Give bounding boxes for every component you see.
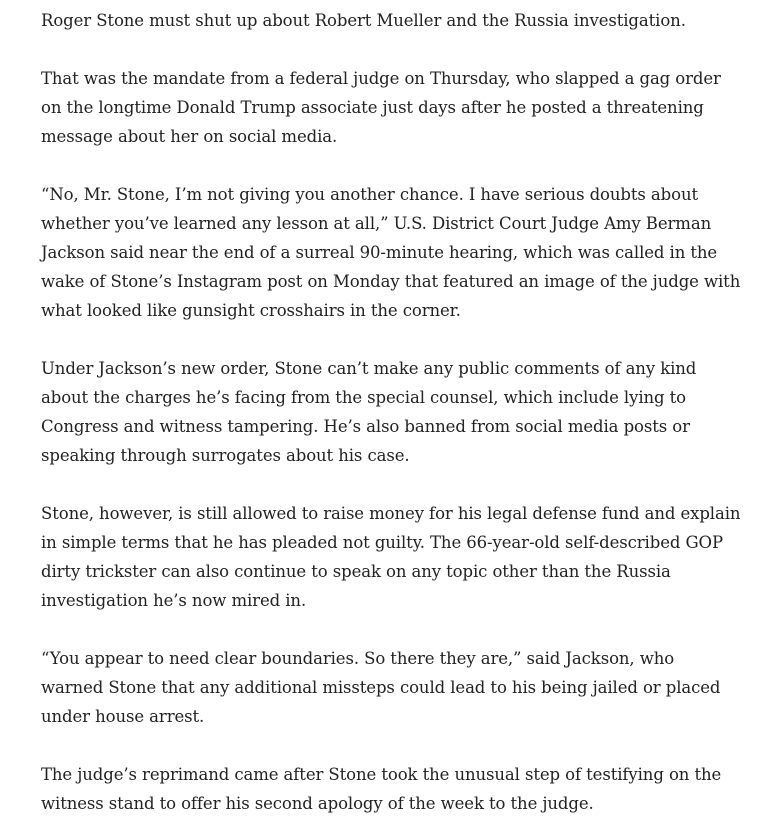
- article-paragraph: The judge’s reprimand came after Stone took the unusual step of testifying on the witness stand to offer his second apology of the week to the judge.: [41, 765, 722, 813]
- article-body: [41, 6, 741, 818]
- article-paragraph: Under Jackson’s new order, Stone can’t make any public comments of any kind about the charges he’s facing from the special counsel, which include lying to Congress and witness tampering. He’s also banned from social media posts or speaking through surrogates about his case.: [41, 359, 697, 465]
- article-paragraph: “You appear to need clear boundaries. So there they are,” said Jackson, who warned Stone that any additional missteps could lead to his being jailed or placed under house arrest.: [41, 649, 721, 726]
- article-paragraph: Stone, however, is still allowed to raise money for his legal defense fund and explain in simple terms that he has pleaded not guilty. The 66-year-old self-described GOP dirty trickster can also continue to speak on any topic other than the Russia investigation he’s now mired in.: [41, 504, 741, 610]
- article-paragraph: “No, Mr. Stone, I’m not giving you another chance. I have serious doubts about whether you’ve learned any lesson at all,” U.S. District Court Judge Amy Berman Jackson said near the end of a surreal 90-minute hearing, which was called in the wake of Stone’s Instagram post on Monday that featured an image of the judge with what looked like gunsight crosshairs in the corner.: [41, 185, 741, 320]
- article-paragraph: That was the mandate from a federal judge on Thursday, who slapped a gag order on the longtime Donald Trump associate just days after he posted a threatening message about her on social media.: [41, 69, 721, 146]
- article-paragraph: Roger Stone must shut up about Robert Mueller and the Russia investigation.: [41, 11, 686, 30]
